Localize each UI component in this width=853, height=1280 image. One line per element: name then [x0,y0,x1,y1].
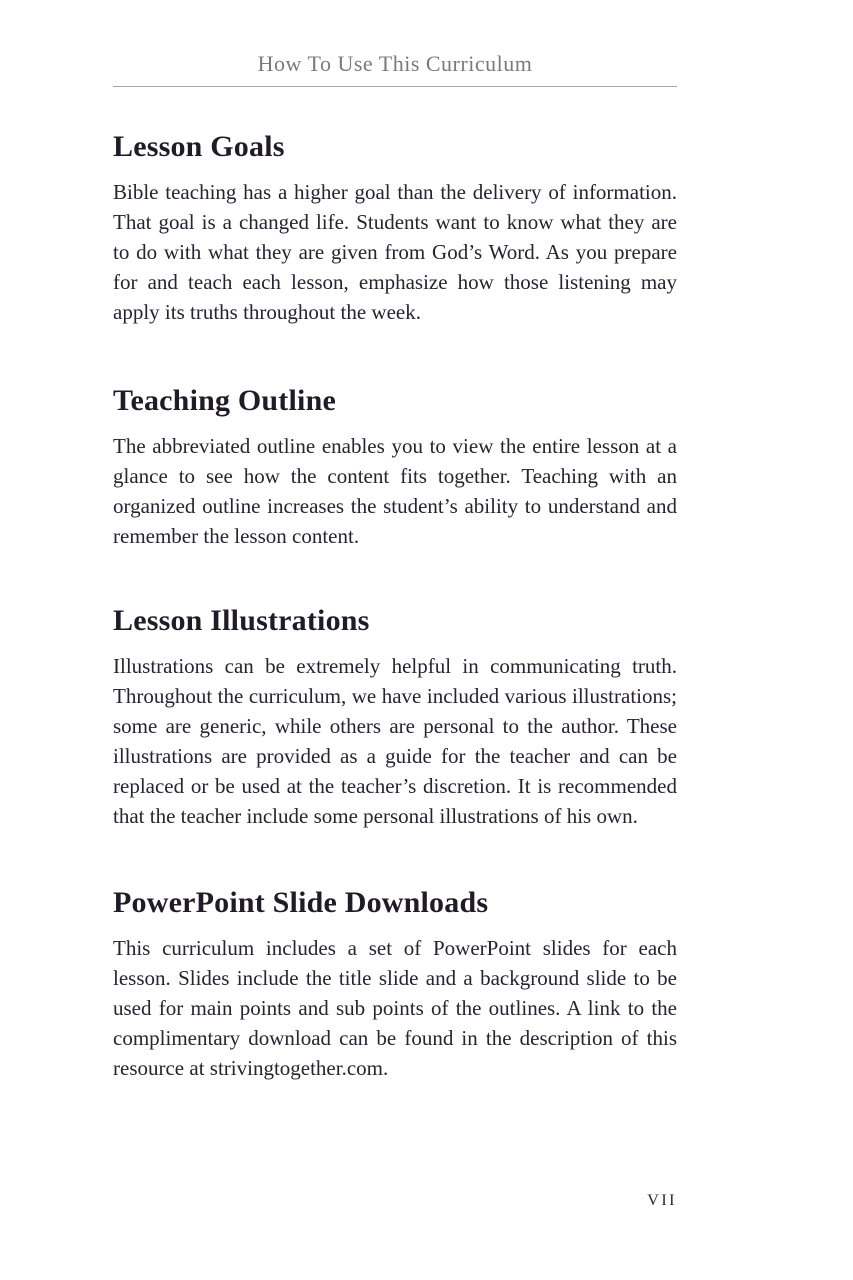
header-rule [113,86,677,87]
section-body-lesson-illustrations: Illustrations can be extremely helpful in communicating truth. Throughout the curriculum, we have included various illustrations; some are generic, while others are personal to the author. These illustrations are provided as a guide for the teacher and can be replaced or be used at the teacher’s discretion. It is recommended that the teacher include some personal illustrations of his own. [113,654,677,828]
page-number: VII [647,1192,677,1209]
section-heading-lesson-goals: Lesson Goals [113,130,285,163]
text-column [113,0,677,1083]
section-body-powerpoint-slide-downloads: This curriculum includes a set of PowerPoint slides for each lesson. Slides include the title slide and a background slide to be used for main points and sub points of the outlines. A link to the complimentary download can be found in the description of this resource at strivingtogether.com. [113,936,677,1080]
running-header: How To Use This Curriculum [257,51,533,76]
section-body-lesson-goals: Bible teaching has a higher goal than the delivery of information. That goal is a changed life. Students want to know what they are to do with what they are given from God’s Word. As you prepare for and teach each lesson, emphasize how those listening may apply its truths throughout the week. [113,180,677,324]
section-body-teaching-outline: The abbreviated outline enables you to view the entire lesson at a glance to see how the content fits together. Teaching with an organized outline increases the student’s ability to understand and remember the lesson content. [113,434,677,548]
section-heading-lesson-illustrations: Lesson Illustrations [113,604,370,637]
section-heading-teaching-outline: Teaching Outline [113,384,336,417]
section-heading-powerpoint-slide-downloads: PowerPoint Slide Downloads [113,886,489,919]
